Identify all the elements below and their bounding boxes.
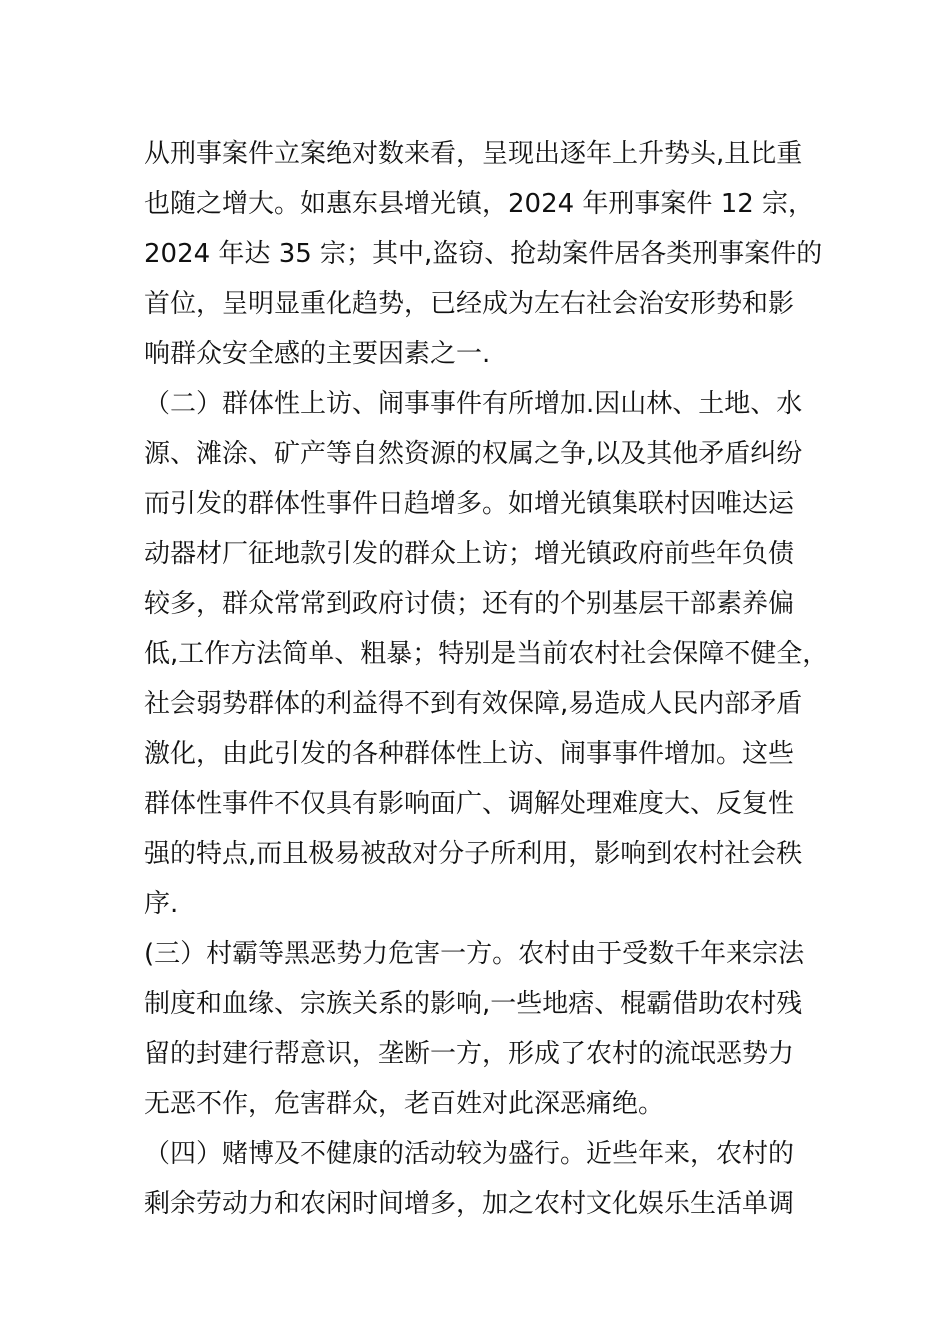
text-line: 剩余劳动力和农闲时间增多，加之农村文化娱乐生活单调	[144, 1189, 795, 1219]
text-line: 也随之增大。如惠东县增光镇，2024 年刑事案件 12 宗，	[144, 189, 815, 219]
text-line: 制度和血缘、宗族关系的影响,一些地痞、棍霸借助农村残	[144, 989, 803, 1019]
text-line: 低,工作方法简单、粗暴；特别是当前农村社会保障不健全，	[144, 639, 829, 669]
text-line: 社会弱势群体的利益得不到有效保障,易造成人民内部矛盾	[144, 689, 803, 719]
text-line: 群体性事件不仅具有影响面广、调解处理难度大、反复性	[144, 789, 795, 819]
text-line: 激化，由此引发的各种群体性上访、闹事事件增加。这些	[144, 739, 795, 769]
text-line: 而引发的群体性事件日趋增多。如增光镇集联村因唯达运	[144, 489, 795, 519]
text-line: (三）村霸等黑恶势力危害一方。农村由于受数千年来宗法	[144, 939, 805, 969]
text-line: 无恶不作，危害群众，老百姓对此深恶痛绝。	[144, 1089, 665, 1119]
body-text	[144, 129, 829, 1229]
text-line: 从刑事案件立案绝对数来看，呈现出逐年上升势头,且比重	[144, 139, 803, 169]
text-line: 响群众安全感的主要因素之一.	[144, 339, 491, 369]
text-line: 首位，呈明显重化趋势，已经成为左右社会治安形势和影	[144, 289, 795, 319]
text-line: 留的封建行帮意识，垄断一方，形成了农村的流氓恶势力	[144, 1039, 795, 1069]
text-line: 序.	[144, 889, 179, 919]
text-line: （二）群体性上访、闹事事件有所增加.因山林、土地、水	[144, 389, 803, 419]
text-line: 源、滩涂、矿产等自然资源的权属之争,以及其他矛盾纠纷	[144, 439, 803, 469]
text-line: 动器材厂征地款引发的群众上访；增光镇政府前些年负债	[144, 539, 795, 569]
text-line: 2024 年达 35 宗；其中,盗窃、抢劫案件居各类刑事案件的	[144, 239, 823, 269]
text-line: （四）赌博及不健康的活动较为盛行。近些年来，农村的	[144, 1139, 795, 1169]
text-line: 较多，群众常常到政府讨债；还有的个别基层干部素养偏	[144, 589, 795, 619]
text-line: 强的特点,而且极易被敌对分子所利用，影响到农村社会秩	[144, 839, 803, 869]
